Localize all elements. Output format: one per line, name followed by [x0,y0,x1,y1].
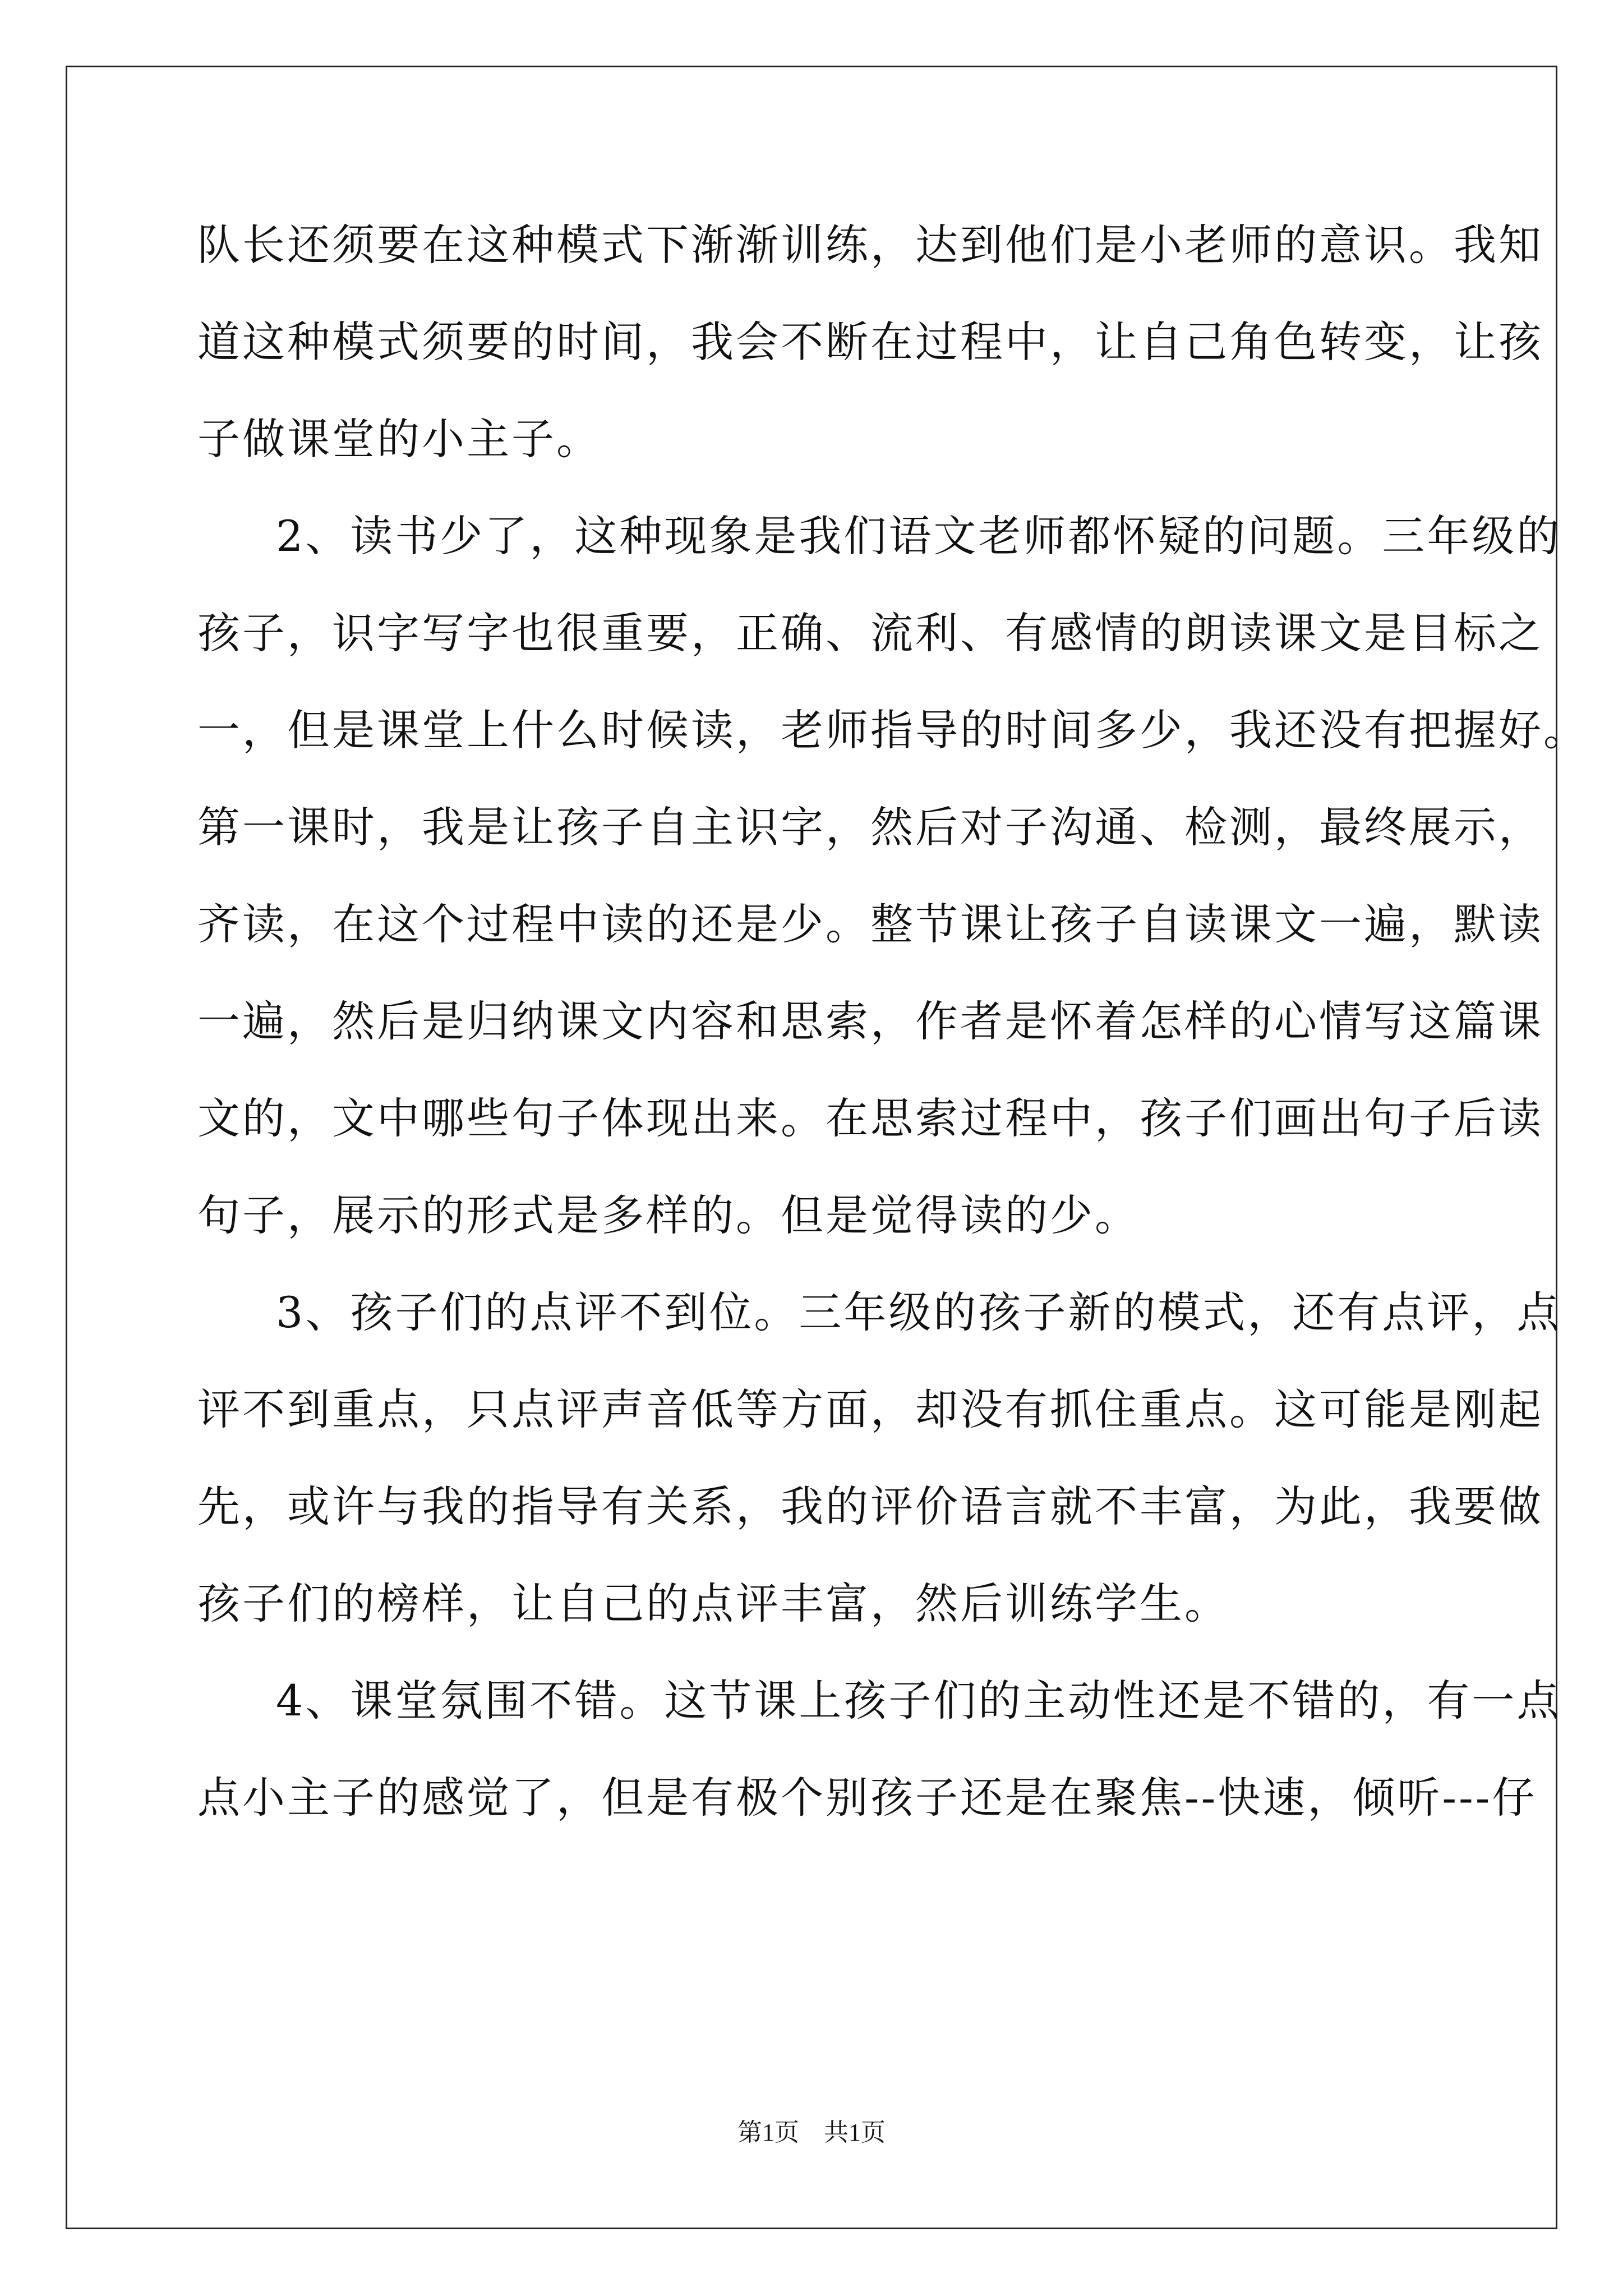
text-line: 句子，展示的形式是多样的。但是觉得读的少。 [197,1190,1140,1240]
page-number: 第1页 共1页 [737,2119,886,2146]
text-line: 道这种模式须要的时间，我会不断在过程中，让自己角色转变，让孩 [197,317,1543,367]
text-line: 第一课时，我是让孩子自主识字，然后对子沟通、检测，最终展示， [197,802,1543,852]
text-line: 子做课堂的小主子。 [197,414,601,464]
text-line: 3、孩子们的点评不到位。三年级的孩子新的模式，还有点评，点 [276,1287,1562,1337]
text-line: 点小主子的感觉了，但是有极个别孩子还是在聚焦--快速，倾听---仔 [197,1773,1537,1823]
text-line: 孩子们的榜样，让自己的点评丰富，然后训练学生。 [197,1579,1229,1628]
text-line: 2、读书少了，这种现象是我们语文老师都怀疑的问题。三年级的 [276,511,1562,561]
text-line: 先，或许与我的指导有关系，我的评价语言就不丰富，为此，我要做 [197,1481,1543,1531]
text-line: 评不到重点，只点评声音低等方面，却没有抓住重点。这可能是刚起 [197,1384,1543,1434]
document-body [197,196,1588,1846]
text-line: 一遍，然后是归纳课文内容和思索，作者是怀着怎样的心情写这篇课 [197,996,1543,1046]
text-line: 孩子，识字写字也很重要，正确、流利、有感情的朗读课文是目标之 [197,608,1543,658]
text-line: 4、课堂氛围不错。这节课上孩子们的主动性还是不错的，有一点 [276,1676,1562,1726]
text-line: 文的，文中哪些句子体现出来。在思索过程中，孩子们画出句子后读 [197,1093,1543,1143]
text-line: 队长还须要在这种模式下渐渐训练，达到他们是小老师的意识。我知 [197,220,1543,270]
text-line: 一，但是课堂上什么时候读，老师指导的时间多少，我还没有把握好。 [197,705,1588,755]
page-footer [0,2112,1623,2148]
text-line: 齐读，在这个过程中读的还是少。整节课让孩子自读课文一遍，默读 [197,899,1543,949]
